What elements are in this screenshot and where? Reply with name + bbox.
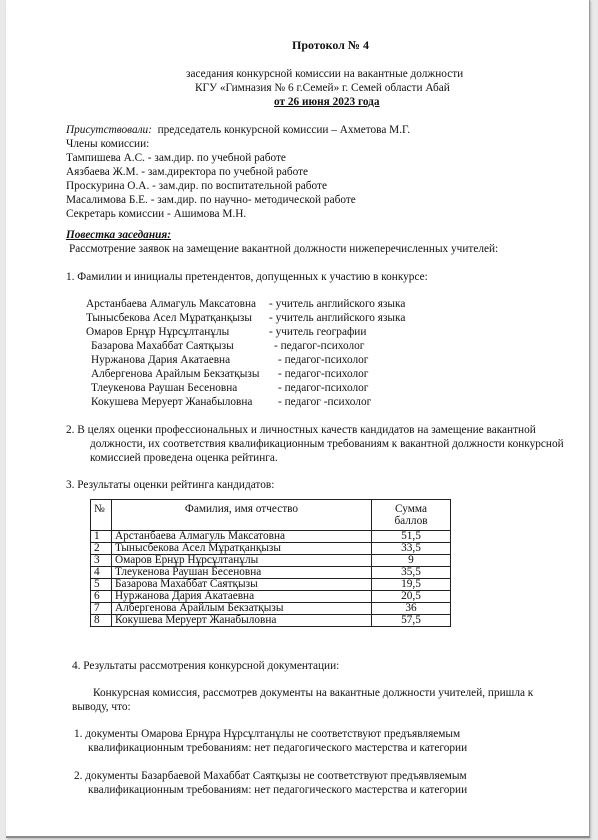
candidate-role: - учитель английского языка [269,298,406,310]
row-number: 3 [91,555,112,567]
row-number: 4 [91,567,112,579]
secretary: Секретарь комиссии - Ашимова М.Н. [66,208,247,220]
row-name: Базарова Махаббат Саятқызы [112,579,372,591]
table-row [91,579,451,591]
members-label: Члены комиссии: [66,138,150,150]
row-name: Кокушева Меруерт Жанабыловна [112,615,372,627]
header-score: Сумма баллов [372,500,451,531]
candidate-name: Кокушева Меруерт Жанабыловна [91,396,253,408]
row-score: 36 [372,603,451,615]
protocol-title: Протокол № 4 [292,38,369,52]
row-name: Нуржанова Дария Акатаевна [112,591,372,603]
row-score: 20,5 [372,591,451,603]
candidate-name: Нуржанова Дария Акатаевна [91,354,231,366]
table-row [91,543,451,555]
conclusion-1-line-2: квалификационным требованиям: нет педагогического мастерства и категории [88,742,468,754]
chair-text: председатель конкурсной комиссии – Ахметова М.Г. [157,124,411,136]
candidate-role: - учитель английского языка [269,312,406,324]
row-score: 19,5 [372,579,451,591]
member-2: Аязбаева Ж.М. - зам.директора по учебной работе [66,166,309,178]
section1-heading: 1. Фамилии и инициалы претендентов, допущенных к участию в конкурсе: [66,271,428,283]
row-name: Тыныcбекова Асел Мұратқанқызы [112,543,372,555]
present-label: Присутствовали: [66,124,152,136]
candidate-role: - учитель географии [269,326,367,338]
candidate-name: Омаров Ернұр Нұрсұлтанұлы [86,326,230,338]
protocol-date: от 26 июня 2023 года [274,96,380,108]
header-name: Фамилия, имя отчество [112,500,372,531]
document-page [6,0,590,838]
section2-line-1: 2. В целях оценки профессиональных и личностных качеств кандидатов на замещение вакантной [66,424,536,436]
section2-line-3: комиссией проведена оценка рейтинга. [90,452,278,464]
candidate-name: Албергенова Арайлым Бекзатқызы [91,368,260,380]
subtitle-line-1: заседания конкурсной комиссии на вакантные должности [186,68,464,80]
row-score: 57,5 [372,615,451,627]
candidate-name: Тыныcбекова Асел Мұратқанқызы [86,312,252,324]
table-row [91,555,451,567]
row-score: 35,5 [372,567,451,579]
rating-table [90,499,451,627]
present-line [66,124,410,137]
conclusion-2-line-1: 2. документы Базарбаевой Махаббат Саятқызы не соответствуют предъявляемым [74,770,467,782]
candidate-role: - педагог-психолог [278,382,369,394]
row-number: 8 [91,615,112,627]
candidate-name: Тлеукенова Раушан Бесеновна [91,382,238,394]
candidate-name: Арстанбаева Алмагуль Максатовна [86,298,257,310]
candidate-name: Базарова Махаббат Саятқызы [91,340,234,352]
row-number: 1 [91,531,112,543]
candidate-role: - педагог-психолог [278,368,369,380]
member-1: Тампишева А.С. - зам.дир. по учебной работе [66,152,286,164]
subtitle-line-2: КГУ «Гимназия № 6 г.Семей» г. Семей области Абай [195,82,450,94]
agenda-label: Повестка заседания: [66,229,171,241]
row-score: 51,5 [372,531,451,543]
table-row [91,615,451,627]
row-number: 7 [91,603,112,615]
section4-heading: 4. Результаты рассмотрения конкурсной документации: [72,660,340,672]
row-number: 6 [91,591,112,603]
section3-heading: 3. Результаты оценки рейтинга кандидатов: [66,479,275,491]
table-row [91,603,451,615]
conclusion-1-line-1: 1. документы Омарова Ернұра Нұрсұлтанұлы не соответствуют предъявляемым [74,728,461,740]
candidate-role: - педагог -психолог [278,396,372,408]
row-name: Арстанбаева Алмагуль Максатовна [112,531,372,543]
row-name: Албергенова Арайлым Бекзатқызы [112,603,372,615]
conclusion-2-line-2: квалификационным требованиям: нет педагогического мастерства и категории [88,784,468,796]
table-row [91,567,451,579]
table-header-row [91,500,451,531]
section2-line-2: должности, их соответствия квалификационным требованиям к вакантной должности конкурсной [90,438,564,450]
header-number: № [91,500,112,531]
candidate-role: - педагог-психолог [278,354,369,366]
member-3: Проскурина О.А. - зам.дир. по воспитательной работе [66,180,327,192]
member-4: Масалимова Б.Е. - зам.дир. по научно- методической работе [66,194,356,206]
row-number: 2 [91,543,112,555]
section4-intro-2: выводу, что: [72,701,131,713]
row-score: 9 [372,555,451,567]
section4-intro-1: Конкурсная комиссия, рассмотрев документы на вакантные должности учителей, пришла к [93,687,534,699]
candidate-role: - педагог-психолог [274,340,365,352]
row-name: Омаров Ернұр Нұрсұлтанұлы [112,555,372,567]
table-row [91,591,451,603]
row-score: 33,5 [372,543,451,555]
row-name: Тлеукенова Раушан Бесеновна [112,567,372,579]
agenda-text: Рассмотрение заявок на замещение вакантной должности нижеперечисленных учителей: [69,243,499,255]
table-row [91,531,451,543]
row-number: 5 [91,579,112,591]
